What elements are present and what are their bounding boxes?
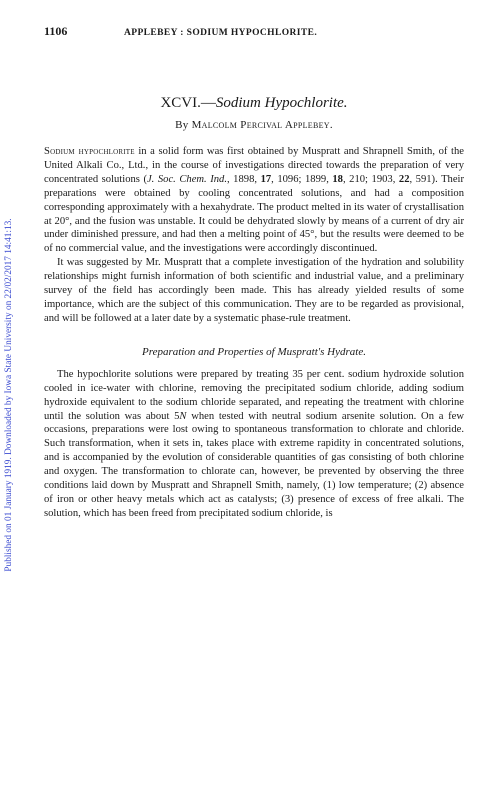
paragraph-preparation (44, 368, 464, 521)
title-dash: — (200, 95, 216, 111)
normality-symbol: N (179, 410, 187, 422)
download-notice (2, 95, 16, 695)
page-number: 1106 (44, 24, 68, 38)
paragraph-text: , 210; 1903, (342, 173, 399, 185)
paragraph-text: , 1898, (227, 173, 261, 185)
page (44, 24, 464, 521)
author-name: Malcolm Percival Applebey. (191, 119, 333, 131)
paragraph-text: , 1096; 1899, (271, 173, 333, 185)
running-head (44, 24, 464, 40)
article-number: XCVI. (160, 95, 201, 111)
paragraph-text: The hypochlorite solutions were prepared by treating 35 per cent. sodium hydroxide solution cooled in ice-water with chlorine, removing the precipitated sodium chloride, adding sodium hydroxide equivalent to the sodium chloride separated, and repeating the treatment with chlorine until the solution was about 5 (44, 368, 464, 422)
volume-number: 17 (260, 173, 272, 185)
paragraph-text: in a solid form was first obtained by Muspratt and Shrapnell Smith, of the United Alkali Co., Ltd., in the course of investigations directed towards the preparation of very concentrated solutions ( (44, 146, 464, 185)
byline-by: By (175, 119, 189, 131)
paragraph-text: , 591). Their preparations were obtained by cooling concentrated solutions, and had a composition corresponding approximately with a hexahydrate. The product melted in its water of crystallisation at 20°, and the fusion was unstable. It could be dehydrated slowly by means of a current of dry air under diminished pressure, and had then a melting point of 45°, but the results were deemed to be of no commercial value, and the investigations were accordingly discontinued. (44, 173, 465, 255)
paragraph-intro (44, 145, 464, 256)
section-heading: Preparation and Properties of Muspratt's Hydrate. (142, 345, 366, 358)
volume-number: 22 (398, 173, 410, 185)
byline (44, 119, 464, 131)
journal-name: J. Soc. Chem. Ind. (146, 173, 227, 185)
article-title (44, 94, 464, 112)
download-notice-text: Published on 01 January 1919. Downloaded by Iowa State University on 22/02/2017 14:41:13. (4, 218, 14, 572)
paragraph-text: when tested with neutral sodium arsenite solution. On a few occasions, preparations were lost owing to spontaneous transformation to chlorate and chloride. Such transformation, when it sets in, takes place with extreme rapidity in concentrated solutions, and is accompanied by the evolution of considerable quantities of gas consisting of both chlorine and oxygen. The transformation to chlorate can, however, be prevented by observing the three conditions laid down by Muspratt and Shrapnell Smith, namely, (1) low temperature; (2) absence of iron or other heavy metals which act as catalysts; (3) presence of excess of free alkali. The solution, which has been freed from precipitated sodium chloride, is (44, 410, 465, 519)
running-title: APPLEBEY : SODIUM HYPOCHLORITE. (124, 28, 318, 38)
lead-words: Sodium hypochlorite (44, 146, 135, 157)
paragraph-suggestion: It was suggested by Mr. Muspratt that a complete investigation of the hydration and solubility relationships might furnish information of both scientific and industrial value, and a preliminary survey of the field has accordingly been made. This has already yielded results of some importance, which are the subject of this communication. They are to be regarded as provisional, and will be followed at a later date by a systematic phase-rule treatment. (44, 257, 464, 324)
volume-number: 18 (332, 173, 343, 185)
article-name: Sodium Hypochlorite. (215, 95, 348, 111)
